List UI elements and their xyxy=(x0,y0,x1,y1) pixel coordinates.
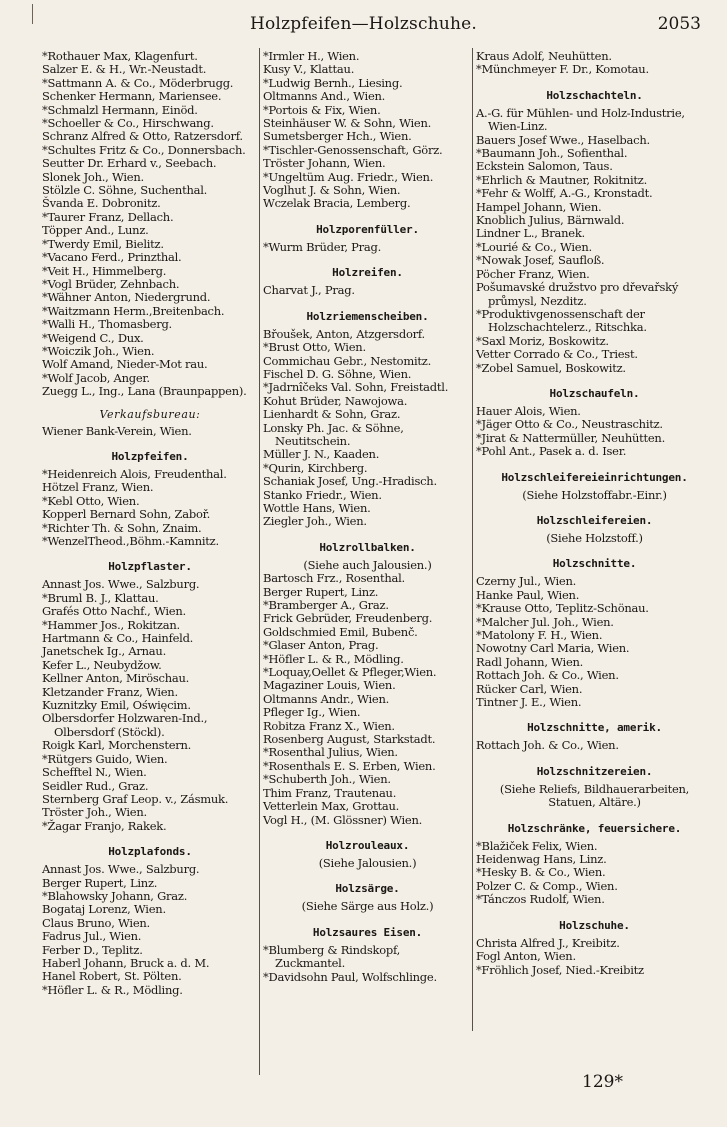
directory-entry: Pošumavské družstvo pro dřevařský průmysl, Nezditz. xyxy=(476,280,679,308)
directory-section xyxy=(263,309,472,529)
directory-entry: *Vogl Brüder, Zehnbach. xyxy=(42,276,180,291)
directory-entry: Fogl Anton, Wien. xyxy=(476,949,576,964)
directory-section xyxy=(42,50,258,438)
column-2 xyxy=(263,50,472,984)
directory-entry: *Rosenthal Julius, Wien. xyxy=(263,745,398,760)
directory-entry: Sumetsberger Hch., Wien. xyxy=(263,129,412,144)
section-heading: Holzrouleaux. xyxy=(325,838,410,852)
directory-section xyxy=(42,844,258,997)
directory-entry: Wolf Amand, Nieder-Mot rau. xyxy=(42,357,208,372)
directory-entry: *Rothauer Max, Klagenfurt. xyxy=(42,49,198,63)
directory-entry: *Hesky B. & Co., Wien. xyxy=(476,865,606,880)
directory-entry: *Höfler L. & R., Mödling. xyxy=(42,982,183,997)
cross-reference-note: (Siehe auch Jalousien.) xyxy=(303,557,432,572)
directory-entry: Pöcher Franz, Wien. xyxy=(476,266,590,281)
directory-entry: Heidenwag Hans, Linz. xyxy=(476,852,607,867)
directory-entry: Berger Rupert, Linz. xyxy=(42,875,158,890)
directory-section xyxy=(476,764,713,810)
directory-entry: *Ungeltüm Aug. Friedr., Wien. xyxy=(263,169,434,184)
directory-entry: Rottach Joh. & Co., Wien. xyxy=(476,668,619,683)
directory-entry: Schenker Hermann, Mariensee. xyxy=(42,89,222,104)
directory-entry: Pfleger Ig., Wien. xyxy=(263,705,361,720)
directory-entry: Lienhardt & Sohn, Graz. xyxy=(263,407,401,422)
directory-entry: *Lourié & Co., Wien. xyxy=(476,239,592,254)
directory-entry: *Jirat & Nattermüller, Neuhütten. xyxy=(476,430,665,445)
directory-entry: Kraus Adolf, Neuhütten. xyxy=(476,49,612,63)
section-heading: Holzplafonds. xyxy=(108,845,192,859)
directory-entry: Goldschmied Emil, Bubenč. xyxy=(263,624,418,639)
directory-entry: Claus Bruno, Wien. xyxy=(42,915,150,930)
section-heading: Holzschnitte. xyxy=(552,557,637,571)
directory-entry: *Woiczik Joh., Wien. xyxy=(42,343,155,358)
directory-section xyxy=(263,50,472,211)
section-heading: Holzrollbalken. xyxy=(319,540,416,554)
directory-section xyxy=(263,925,472,984)
cross-reference-note: (Siehe Särge aus Holz.) xyxy=(301,899,434,914)
directory-entry: Stanko Friedr., Wien. xyxy=(263,487,382,502)
directory-entry: Fadrus Jul., Wien. xyxy=(42,929,142,944)
directory-entry: Hampel Johann, Wien. xyxy=(476,199,602,214)
page-header xyxy=(0,0,727,44)
directory-entry: Tintner J. E., Wien. xyxy=(476,695,582,710)
directory-entry: Grafés Otto Nachf., Wien. xyxy=(42,604,186,619)
directory-entry: Stölzle C. Söhne, Suchenthal. xyxy=(42,183,208,198)
directory-entry: Kefer L., Neubydžow. xyxy=(42,657,162,672)
directory-entry: *Schultes Fritz & Co., Donnersbach. xyxy=(42,142,246,157)
directory-entry: *Qurin, Kirchberg. xyxy=(263,460,368,475)
directory-section xyxy=(263,540,472,827)
directory-entry: Tröster Johann, Wien. xyxy=(263,156,386,171)
cross-reference-note: (Siehe Holzstoff.) xyxy=(546,530,643,545)
directory-entry: Eckstein Salomon, Taus. xyxy=(476,159,613,174)
directory-entry: *Richter Th. & Sohn, Znaim. xyxy=(42,520,202,535)
directory-entry: Lonsky Ph. Jac. & Söhne, Neutitschein. xyxy=(263,420,404,448)
directory-entry: Hötzel Franz, Wien. xyxy=(42,480,154,495)
section-heading: Holzsärge. xyxy=(335,882,400,896)
section-heading: Holzschuhe. xyxy=(559,918,630,932)
directory-entry: *Münchmeyer F. Dr., Komotau. xyxy=(476,62,649,77)
directory-entry: *Žagar Franjo, Rakek. xyxy=(42,818,167,833)
directory-entry: Thim Franz, Trautenau. xyxy=(263,785,397,800)
directory-entry: *Portois & Fix, Wien. xyxy=(263,102,381,117)
directory-section xyxy=(263,838,472,870)
section-heading: Holzsaures Eisen. xyxy=(312,925,423,939)
directory-entry: Kletzander Franz, Wien. xyxy=(42,684,178,699)
directory-entry: *Jadrnîčeks Val. Sohn, Freistadtl. xyxy=(263,380,449,395)
cross-reference-note: (Siehe Reliefs, Bildhauerarbeiten, Statuen, Altäre.) xyxy=(499,781,690,810)
page-number: 2053 xyxy=(657,14,701,34)
section-heading: Holzschränke, feuersichere. xyxy=(507,821,682,835)
directory-entry: *Loquay,Oellet & Pfleger,Wien. xyxy=(263,665,437,680)
directory-entry: *Produktivgenossenschaft der Holzschachtelerz., Ritschka. xyxy=(476,306,647,335)
directory-entry: Fischel D. G. Söhne, Wien. xyxy=(263,366,412,381)
directory-section xyxy=(476,556,713,709)
directory-section xyxy=(263,265,472,297)
section-heading: Holzschleifereieinrichtungen. xyxy=(501,470,688,484)
directory-section xyxy=(476,821,713,907)
directory-section xyxy=(476,720,713,752)
directory-entry: Janetschek Ig., Arnau. xyxy=(42,644,166,659)
directory-entry: Schefftel N., Wien. xyxy=(42,765,147,780)
directory-section xyxy=(263,881,472,913)
directory-entry: Hanel Robert, St. Pölten. xyxy=(42,969,182,984)
column-divider xyxy=(259,48,260,1075)
directory-entry: *Zobel Samuel, Boskowitz. xyxy=(476,360,626,375)
directory-entry: Steinhäuser W. & Sohn, Wien. xyxy=(263,116,432,131)
directory-entry: Magaziner Louis, Wien. xyxy=(263,678,396,693)
directory-entry: Seidler Rud., Graz. xyxy=(42,778,149,793)
directory-entry: *Wolf Jacob, Anger. xyxy=(42,370,150,385)
directory-entry: *Fröhlich Josef, Nied.-Kreibitz xyxy=(476,962,644,977)
directory-entry: Kuznitzky Emil, Oświęcim. xyxy=(42,698,191,713)
directory-section xyxy=(263,222,472,254)
directory-entry: *Brust Otto, Wien. xyxy=(263,340,366,355)
directory-entry: *Sattmann A. & Co., Möderbrugg. xyxy=(42,75,234,90)
directory-entry: *Pohl Ant., Pasek a. d. Iser. xyxy=(476,444,627,459)
section-heading: Holzporenfüller. xyxy=(316,222,419,236)
directory-entry: Kusy V., Klattau. xyxy=(263,62,355,77)
section-heading: Holzpfeifen. xyxy=(111,449,189,463)
directory-entry: Schaniak Josef, Ung.-Hradisch. xyxy=(263,474,437,489)
directory-entry: *Schoeller & Co., Hirschwang. xyxy=(42,116,214,131)
directory-entry: Břoušek, Anton, Atzgersdorf. xyxy=(263,326,425,341)
directory-entry: *Ludwig Bernh., Liesing. xyxy=(263,75,403,90)
directory-entry: *Irmler H., Wien. xyxy=(263,49,360,63)
directory-entry: Olbersdorfer Holzwaren-Ind., Olbersdorf (Stöckl). xyxy=(42,711,208,739)
directory-section xyxy=(476,50,713,77)
directory-entry: *Tánczos Rudolf, Wien. xyxy=(476,892,605,907)
directory-entry: *Kebl Otto, Wien. xyxy=(42,493,140,508)
directory-entry: *Fehr & Wolff, A.-G., Kronstadt. xyxy=(476,186,653,201)
section-heading: Holzriemenscheiben. xyxy=(306,309,429,323)
directory-entry: *Saxl Moriz, Boskowitz. xyxy=(476,333,609,348)
directory-entry: Annast Jos. Wwe., Salzburg. xyxy=(42,862,200,877)
directory-entry: *Matolony F. H., Wien. xyxy=(476,628,603,642)
column-1 xyxy=(42,50,258,997)
sheet-number: 129* xyxy=(582,1072,623,1092)
directory-entry: Commichau Gebr., Nestomitz. xyxy=(263,353,432,368)
section-heading: Holzpflaster. xyxy=(108,560,192,574)
directory-entry: Rücker Carl, Wien. xyxy=(476,681,583,696)
directory-entry: Oltmanns Andr., Wien. xyxy=(263,691,390,706)
directory-entry: *Wähner Anton, Niedergrund. xyxy=(42,290,211,305)
section-heading: Holzschleifereien. xyxy=(536,513,653,527)
directory-entry: *Krause Otto, Teplitz-Schönau. xyxy=(476,601,649,616)
directory-entry: Nowotny Carl Maria, Wien. xyxy=(476,641,630,656)
directory-entry: Švanda E. Dobronitz. xyxy=(42,196,161,211)
directory-entry: Bogataj Lorenz, Wien. xyxy=(42,902,166,917)
directory-entry: Lindner L., Branek. xyxy=(476,226,585,241)
cross-reference-note: (Siehe Jalousien.) xyxy=(318,855,417,870)
section-heading: Holzschaufeln. xyxy=(549,386,640,400)
directory-entry: Frick Gebrüder, Freudenberg. xyxy=(263,611,433,626)
directory-entry: Robitza Franz X., Wien. xyxy=(263,718,395,733)
directory-entry: *Blumberg & Rindskopf, Zuckmantel. xyxy=(263,942,401,971)
directory-entry: Vogl H., (M. Glössner) Wien. xyxy=(263,812,423,827)
directory-entry: *Höfler L. & R., Mödling. xyxy=(263,651,404,666)
directory-entry: *Waitzmann Herm.,Breitenbach. xyxy=(42,303,225,318)
directory-entry: Bartosch Frz., Rosenthal. xyxy=(263,571,405,586)
directory-entry: Knoblich Julius, Bärnwald. xyxy=(476,213,625,228)
directory-entry: Roigk Karl, Morchenstern. xyxy=(42,738,192,753)
directory-entry: *Bramberger A., Graz. xyxy=(263,598,389,612)
directory-entry: *Rütgers Guido, Wien. xyxy=(42,751,168,766)
directory-section xyxy=(476,386,713,459)
directory-entry: *Rosenthals E. S. Erben, Wien. xyxy=(263,758,436,773)
directory-entry: *Bruml B. J., Klattau. xyxy=(42,590,159,605)
directory-entry: Rosenberg August, Starkstadt. xyxy=(263,732,436,747)
section-heading: Holzschnitte, amerik. xyxy=(527,721,662,735)
directory-section xyxy=(476,88,713,375)
directory-section xyxy=(476,470,713,502)
directory-entry: Rottach Joh. & Co., Wien. xyxy=(476,738,619,753)
directory-section xyxy=(42,449,258,548)
directory-entry: Schranz Alfred & Otto, Ratzersdorf. xyxy=(42,129,243,144)
directory-entry: *Vacano Ferd., Prinzthal. xyxy=(42,250,182,265)
directory-entry: *Taurer Franz, Dellach. xyxy=(42,209,174,224)
directory-entry: Czerny Jul., Wien. xyxy=(476,574,577,589)
directory-entry: *Ehrlich & Mautner, Rokitnitz. xyxy=(476,172,647,187)
column-3 xyxy=(476,50,713,977)
directory-entry: *Schmalzl Hermann, Einöd. xyxy=(42,102,198,117)
directory-section xyxy=(42,559,258,833)
directory-entry: *WenzelTheod.,Böhm.-Kamnitz. xyxy=(42,534,219,548)
directory-entry: Voglhut J. & Sohn, Wien. xyxy=(263,183,401,198)
directory-entry: Wczelak Bracia, Lemberg. xyxy=(263,196,411,211)
directory-entry: Salzer E. & H., Wr.-Neustadt. xyxy=(42,62,207,77)
directory-entry: Kohut Brüder, Nawojowa. xyxy=(263,393,408,408)
directory-entry: Kellner Anton, Miröschau. xyxy=(42,671,190,686)
directory-entry: Hanke Paul, Wien. xyxy=(476,587,580,602)
directory-entry: *Blažiček Felix, Wien. xyxy=(476,838,598,853)
directory-entry: A.-G. für Mühlen- und Holz-Industrie, Wien-Linz. xyxy=(476,105,685,134)
directory-entry: Zuegg L., Ing., Lana (Braunpappen). xyxy=(42,384,247,399)
directory-entry: Kopperl Bernard Sohn, Zaboř. xyxy=(42,507,211,522)
directory-entry: Töpper And., Lunz. xyxy=(42,223,149,238)
directory-section xyxy=(476,513,713,545)
directory-entry: *Weigend C., Dux. xyxy=(42,330,144,345)
page-title: Holzpfeifen—Holzschuhe. xyxy=(249,14,478,34)
section-heading: Holzschachteln. xyxy=(546,88,643,102)
directory-entry: Ferber D., Teplitz. xyxy=(42,942,143,957)
directory-entry: *Malcher Jul. Joh., Wien. xyxy=(476,614,614,629)
directory-entry: *Twerdy Emil, Bielitz. xyxy=(42,236,164,251)
directory-entry: *Tischler-Genossenschaft, Görz. xyxy=(263,142,443,157)
directory-entry: Slonek Joh., Wien. xyxy=(42,169,144,184)
directory-entry: Oltmanns And., Wien. xyxy=(263,89,386,104)
directory-entry: Wottle Hans, Wien. xyxy=(263,500,371,515)
directory-entry: Hauer Alois, Wien. xyxy=(476,403,581,418)
directory-entry: Bauers Josef Wwe., Haselbach. xyxy=(476,132,650,147)
section-heading: Holzschnitzereien. xyxy=(536,764,653,778)
directory-entry: Sternberg Graf Leop. v., Zásmuk. xyxy=(42,791,229,806)
directory-entry: *Baumann Joh., Sofienthal. xyxy=(476,146,628,161)
directory-entry: Haberl Johann, Bruck a. d. M. xyxy=(42,955,210,970)
directory-entry: Polzer C. & Comp., Wien. xyxy=(476,878,618,893)
directory-section xyxy=(476,918,713,977)
directory-entry: Christa Alfred J., Kreibitz. xyxy=(476,935,620,950)
directory-entry: *Schuberth Joh., Wien. xyxy=(263,772,391,787)
directory-entry: Tröster Joh., Wien. xyxy=(42,805,147,820)
directory-entry: Charvat J., Prag. xyxy=(263,283,355,298)
directory-entry: Radl Johann, Wien. xyxy=(476,654,584,669)
directory-entry: Hartmann & Co., Hainfeld. xyxy=(42,631,194,646)
directory-entry: Seutter Dr. Erhard v., Seebach. xyxy=(42,156,217,171)
directory-entry: Ziegler Joh., Wien. xyxy=(263,514,367,529)
directory-entry: *Wurm Brüder, Prag. xyxy=(263,239,381,254)
directory-entry: *Jäger Otto & Co., Neustraschitz. xyxy=(476,417,663,432)
directory-entry: *Blahowsky Johann, Graz. xyxy=(42,888,188,903)
directory-entry: *Glaser Anton, Prag. xyxy=(263,638,379,653)
directory-entry: Annast Jos. Wwe., Salzburg. xyxy=(42,577,200,592)
directory-entry: *Veit H., Himmelberg. xyxy=(42,263,167,278)
directory-entry: *Nowak Josef, Saufloß. xyxy=(476,253,605,268)
directory-entry: *Heidenreich Alois, Freudenthal. xyxy=(42,466,227,481)
directory-entry: Müller J. N., Kaaden. xyxy=(263,447,380,462)
directory-entry: *Davidsohn Paul, Wolfschlinge. xyxy=(263,969,437,984)
directory-entry: Vetterlein Max, Grottau. xyxy=(263,799,400,814)
directory-entry: Wiener Bank-Verein, Wien. xyxy=(42,423,192,438)
column-divider xyxy=(472,48,473,1031)
sub-heading: Verkaufsbureau: xyxy=(99,407,201,421)
directory-entry: *Walli H., Thomasberg. xyxy=(42,317,172,332)
directory-entry: Vetter Corrado & Co., Triest. xyxy=(476,347,638,362)
directory-entry: Berger Rupert, Linz. xyxy=(263,584,379,599)
directory-entry: *Hammer Jos., Rokitzan. xyxy=(42,617,180,632)
section-heading: Holzreifen. xyxy=(332,266,403,280)
cross-reference-note: (Siehe Holzstoffabr.-Einr.) xyxy=(522,487,667,502)
